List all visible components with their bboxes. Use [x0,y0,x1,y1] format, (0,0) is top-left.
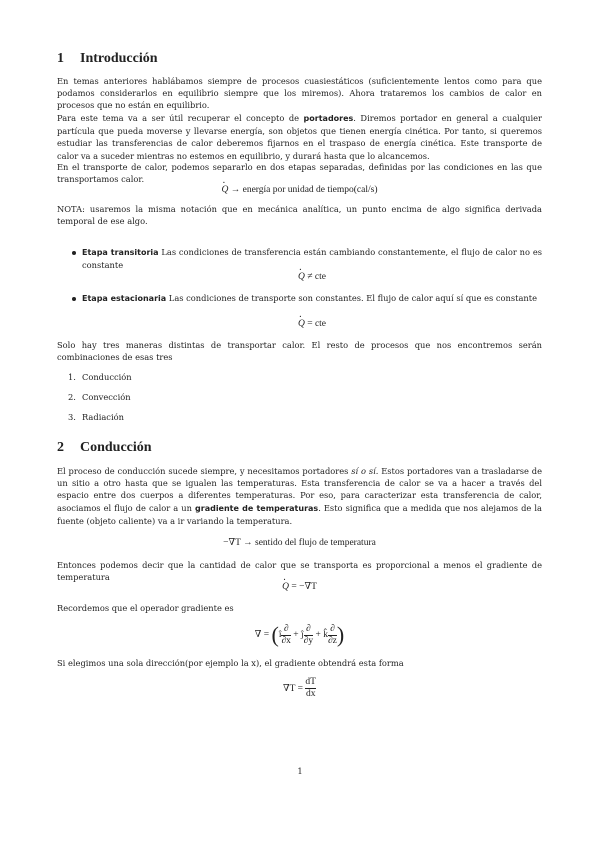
bold-term-portadores: portadores [303,114,354,123]
bullet-item-transitoria [82,246,542,271]
math-text: = −∇T [288,582,317,592]
bullet-item-estacionaria [82,292,542,305]
list-number: 3. [68,412,76,422]
section-title: Introducción [80,51,158,66]
math-fraction [328,624,337,647]
bold-term-gradiente: gradiente de temperaturas [195,503,319,513]
section-title: Conducción [80,440,152,455]
math-paren-open: ( [271,622,279,647]
conduccion-paragraph-1 [57,465,542,527]
list-item-radiacion [68,411,124,423]
list-label: Conducción [82,372,132,382]
text-run: . Estos portadores van a trasladarse de un sitio a otro hasta que se igualen las temperaturas. Esta transferencia de calor se va a hacer a través del espacio entre dos cuerpos a diferentes temperaturas. Por eso, para caracterizar esta transferencia de calor, asociamos el flujo de calor a un [57,466,543,513]
math-paren-close: ) [336,622,345,647]
equation-nabla-operator: ∇ = (î $\frac{\partial}{\partial x}$ + ĵ $\frac{\partial}{\partial y}$ + k̂ $\frac{\partial}{\partial z}$ ) [254,622,345,647]
list-label: Convección [82,392,131,402]
bullet-marker [72,251,76,255]
text-run: Las condiciones de transporte son constantes. El flujo de calor aquí sí que es constante [166,293,537,303]
math-qdot: · Q [298,318,305,330]
bold-term: Etapa estacionaria [82,294,167,303]
conduccion-paragraph-2: Entonces podemos decir que la cantidad de calor que se transporta es proporcional a menos el gradiente de temperatura [57,560,542,583]
section-number: 1 [57,51,64,66]
fraction-denominator: ∂x [281,635,291,646]
math-unit-vector: î [278,630,282,641]
equation-qdot-energy [57,184,542,196]
math-unit-vector: ĵ [301,630,304,641]
list-number: 1. [68,372,76,382]
text-run: El proceso de conducción sucede siempre, y necesitamos portadores [57,466,352,476]
math-unit-vector: k̂ [323,630,328,641]
conduccion-paragraph-4: Si elegimos una sola dirección(por ejemplo la x), el gradiente obtendrá esta forma [57,658,404,668]
math-fraction [278,623,291,647]
intro-paragraph-4: Solo hay tres maneras distintas de transportar calor. El resto de procesos que nos encontremos serán combinaciones de esas tres [57,340,542,363]
fraction-numerator: dT [305,677,316,688]
math-text: → energía por unidad de tiempo(cal/s) [228,185,378,195]
math-qdot: · Q [221,184,228,196]
math-qdot: · Q [298,271,305,283]
bold-term: Etapa transitoria [82,248,159,257]
equation-qdot-neq [82,271,542,283]
list-number: 2. [68,392,76,402]
math-text: ∇ = [254,630,270,641]
equation-gradient-direction: −∇T → sentido del flujo de temperatura [223,538,376,548]
section-number: 2 [57,440,64,455]
note-paragraph: NOTA: usaremos la misma notación que en mecánica analítica, un punto encima de algo significa derivada temporal de ese algo. [57,204,542,227]
section-heading-introduccion [57,51,158,67]
fraction-denominator: ∂y [303,635,314,646]
fraction-numerator: ∂ [306,623,311,634]
math-text: = cte [304,319,327,329]
text-run: . Esto significa que a medida que nos alejamos de la fuente (objeto caliente) va a ir variando la temperatura. [57,502,542,526]
fraction-denominator: dx [305,689,316,700]
section-heading-conduccion [57,440,152,456]
math-text: ≠ cte [304,272,326,282]
bullet-marker [72,297,76,301]
intro-paragraph-1: En temas anteriores hablábamos siempre de procesos cuasiestáticos (suficientemente lentos como para que podamos considerarlos en equilibrio siempre que los miremos). Ahora trataremos los cambios de calor en procesos que no están en equilibrio. [57,76,542,111]
fraction-denominator: ∂z [327,635,337,646]
fraction-numerator: ∂ [330,623,335,634]
text-run: . Diremos portador en general a cualquier partícula que pueda moverse y llevarse energía, son objetos que tienen energía cinética. Por tanto, si queremos estudiar las transferencias de calor deberemos fijarnos en el traspaso de energía cinética. Este transporte de calor va a suceder mientras no estemos en equilibrio, y durará hasta que lo alcancemos. [57,113,543,161]
equation-qdot-minus-grad [57,581,542,593]
intro-paragraph-2 [57,112,542,162]
equation-qdot-eq [82,318,542,330]
math-fraction [305,677,316,700]
text-run: Las condiciones de transferencia están cambiando constantemente, el flujo de calor no es constante [82,247,543,271]
math-text: ∇T = [283,684,304,694]
math-qdot: · Q [282,581,289,593]
list-item-conveccion [68,391,131,403]
intro-paragraph-3: En el transporte de calor, podemos separarlo en dos etapas separadas, definidas por las condiciones en las que transportamos calor. [57,162,542,185]
list-item-conduccion [68,371,132,383]
list-label: Radiación [82,412,124,422]
fraction-numerator: ∂ [283,623,289,634]
italic-term: sí o sí [351,466,376,476]
math-fraction [304,624,313,647]
page-number: 1 [297,766,303,776]
text-run: Para este tema va a ser útil recuperar el concepto de [57,113,304,123]
equation-grad-dtdx [57,674,542,704]
conduccion-paragraph-3: Recordemos que el operador gradiente es [57,603,234,613]
